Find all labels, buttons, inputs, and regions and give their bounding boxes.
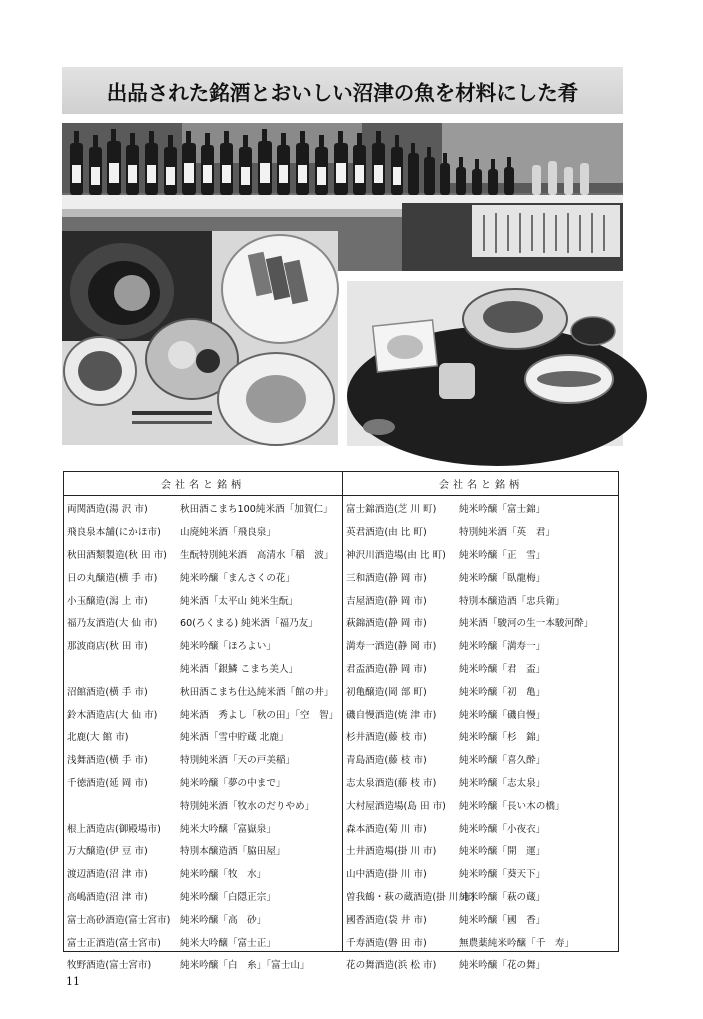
table-row bbox=[343, 816, 619, 839]
table-row bbox=[343, 520, 619, 543]
brand-name: 純米吟醸「富士錦」 bbox=[459, 504, 546, 516]
brand-name: 特別純米酒「牧水のだりやめ」 bbox=[180, 800, 315, 812]
brand-name: 純米吟醸「夢の中まで」 bbox=[180, 777, 286, 789]
company-name: 英君酒造(由 比 町) bbox=[346, 527, 427, 539]
table-row bbox=[343, 953, 619, 976]
brand-name: 純米酒「雪中貯蔵 北鹿」 bbox=[180, 732, 289, 744]
table-row bbox=[64, 543, 342, 566]
company-name: 杉井酒造(藤 枝 市) bbox=[346, 732, 427, 744]
brand-name: 純米酒 秀よし「秋の田」「空 智」 bbox=[180, 709, 339, 721]
company-name: 満寿一酒造(静 岡 市) bbox=[346, 641, 437, 653]
table-row bbox=[343, 839, 619, 862]
left-column-header: 会社名と銘柄 bbox=[64, 472, 342, 496]
company-name: 福乃友酒造(大 仙 市) bbox=[67, 618, 158, 630]
table-row bbox=[64, 793, 342, 816]
company-name: 神沢川酒造場(由 比 町) bbox=[346, 549, 446, 561]
table-row bbox=[343, 565, 619, 588]
company-name: 万大醸造(伊 豆 市) bbox=[67, 846, 148, 858]
company-name: 君盃酒造(静 岡 市) bbox=[346, 663, 427, 675]
table-row bbox=[343, 862, 619, 885]
brand-name: 純米酒「銀鱗 こまち美人」 bbox=[180, 663, 299, 675]
brand-name: 純米大吟醸「富士正」 bbox=[180, 937, 276, 949]
table-row bbox=[343, 930, 619, 953]
table-row bbox=[64, 679, 342, 702]
brand-name: 特別本醸造酒「忠兵衛」 bbox=[459, 595, 565, 607]
table-row bbox=[64, 702, 342, 725]
brand-name: 純米吟醸「高 砂」 bbox=[180, 914, 267, 926]
table-row bbox=[64, 725, 342, 748]
brand-name: 秋田酒こまち100純米酒「加賀仁」 bbox=[180, 504, 333, 516]
page-number: 11 bbox=[66, 975, 80, 988]
table-row bbox=[64, 657, 342, 680]
company-name: 渡辺酒造(沼 津 市) bbox=[67, 869, 148, 881]
company-name: 森本酒造(菊 川 市) bbox=[346, 823, 427, 835]
company-name: 那波商店(秋 田 市) bbox=[67, 641, 148, 653]
brand-name: 純米吟醸「白 糸」「富士山」 bbox=[180, 960, 310, 972]
table-row bbox=[64, 930, 342, 953]
brand-name: 特別本醸造酒「脇田屋」 bbox=[180, 846, 286, 858]
brand-name: 純米酒「太平山 純米生酛」 bbox=[180, 595, 299, 607]
brand-name: 純米吟醸「初 亀」 bbox=[459, 686, 546, 698]
company-name: 牧野酒造(富士宮市) bbox=[67, 960, 152, 972]
brand-name: 純米吟醸「正 雪」 bbox=[459, 549, 546, 561]
company-name: 青島酒造(藤 枝 市) bbox=[346, 755, 427, 767]
brand-name: 特別純米酒「天の戸美稲」 bbox=[180, 755, 296, 767]
table-row bbox=[343, 679, 619, 702]
brand-name: 純米吟醸「まんさくの花」 bbox=[180, 572, 296, 584]
title-banner bbox=[62, 67, 623, 114]
brand-name: 純米吟醸「牧 水」 bbox=[180, 869, 267, 881]
table-row bbox=[64, 953, 342, 976]
brand-name: 60(ろくまる) 純米酒「福乃友」 bbox=[180, 618, 318, 630]
brand-name: 純米吟醸「長い木の橋」 bbox=[459, 800, 565, 812]
company-name: 日の丸醸造(横 手 市) bbox=[67, 572, 158, 584]
company-name: 高嶋酒造(沼 津 市) bbox=[67, 891, 148, 903]
company-name: 吉屋酒造(静 岡 市) bbox=[346, 595, 427, 607]
table-row bbox=[64, 748, 342, 771]
table-row bbox=[343, 771, 619, 794]
table-row bbox=[64, 520, 342, 543]
brand-name: 純米吟醸「小夜衣」 bbox=[459, 823, 546, 835]
table-row bbox=[343, 793, 619, 816]
table-row bbox=[343, 657, 619, 680]
company-name: 千寿酒造(磐 田 市) bbox=[346, 937, 427, 949]
brand-name: 純米吟醸「白隠正宗」 bbox=[180, 891, 276, 903]
table-row bbox=[64, 634, 342, 657]
brand-name: 純米吟醸「萩の蔵」 bbox=[459, 891, 546, 903]
table-row bbox=[64, 588, 342, 611]
brand-name: 特別純米酒「英 君」 bbox=[459, 527, 555, 539]
table-row bbox=[64, 771, 342, 794]
company-name: 飛良泉本舗(にかほ市) bbox=[67, 527, 161, 539]
company-name: 沼館酒造(横 手 市) bbox=[67, 686, 148, 698]
sake-company-table bbox=[63, 471, 619, 972]
brand-name: 山廃純米酒「飛良泉」 bbox=[180, 527, 276, 539]
brand-name: 無農薬純米吟醸「千 寿」 bbox=[459, 937, 575, 949]
page-title: 出品された銘酒とおいしい沼津の魚を材料にした肴 bbox=[106, 80, 579, 105]
company-name: 志太泉酒造(藤 枝 市) bbox=[346, 777, 437, 789]
table-row bbox=[343, 611, 619, 634]
company-name: 國香酒造(袋 井 市) bbox=[346, 914, 427, 926]
brand-name: 秋田酒こまち仕込純米酒「館の井」 bbox=[180, 686, 334, 698]
brand-name: 純米吟醸「喜久酔」 bbox=[459, 755, 546, 767]
company-name: 磯自慢酒造(焼 津 市) bbox=[346, 709, 437, 721]
table-row bbox=[64, 565, 342, 588]
company-name: 土井酒造場(掛 川 市) bbox=[346, 846, 437, 858]
brand-name: 純米吟醸「ほろよい」 bbox=[180, 641, 276, 653]
table-row bbox=[64, 497, 342, 520]
photo-dishes-right bbox=[347, 281, 623, 446]
brand-name: 生酛特別純米酒 高清水「稲 波」 bbox=[180, 549, 334, 561]
table-row bbox=[343, 907, 619, 930]
company-name: 山中酒造(掛 川 市) bbox=[346, 869, 427, 881]
brand-name: 純米吟醸「臥龍梅」 bbox=[459, 572, 546, 584]
brand-name: 純米吟醸「杉 錦」 bbox=[459, 732, 546, 744]
company-name: 富士高砂酒造(富士宮市) bbox=[67, 914, 171, 926]
table-row bbox=[343, 497, 619, 520]
table-left-column bbox=[64, 472, 343, 972]
company-name: 千徳酒造(延 岡 市) bbox=[67, 777, 148, 789]
brand-name: 純米酒「駿河の生一本駿河酔」 bbox=[459, 618, 594, 630]
company-name: 富士錦酒造(芝 川 町) bbox=[346, 504, 437, 516]
table-row bbox=[64, 611, 342, 634]
right-rows bbox=[343, 497, 619, 976]
table-row bbox=[343, 543, 619, 566]
company-name: 鈴木酒造店(大 仙 市) bbox=[67, 709, 158, 721]
fish-dishes-image bbox=[62, 231, 338, 445]
company-name: 両関酒造(湯 沢 市) bbox=[67, 504, 148, 516]
company-name: 根上酒造店(御殿場市) bbox=[67, 823, 161, 835]
brand-name: 純米吟醸「君 盃」 bbox=[459, 663, 546, 675]
grilled-fish-image bbox=[347, 281, 623, 446]
company-name: 萩錦酒造(静 岡 市) bbox=[346, 618, 427, 630]
left-rows bbox=[64, 497, 342, 976]
brand-name: 純米吟醸「志太泉」 bbox=[459, 777, 546, 789]
table-row bbox=[343, 588, 619, 611]
table-row bbox=[343, 748, 619, 771]
company-name: 花の舞酒造(浜 松 市) bbox=[346, 960, 437, 972]
company-name: 曽我鶴・萩の蔵酒造(掛 川 市) bbox=[346, 891, 475, 903]
table-row bbox=[343, 885, 619, 908]
table-row bbox=[64, 839, 342, 862]
brand-name: 純米吟醸「磯自慢」 bbox=[459, 709, 546, 721]
company-name: 秋田酒類製造(秋 田 市) bbox=[67, 549, 167, 561]
right-column-header: 会社名と銘柄 bbox=[343, 472, 619, 496]
brand-name: 純米吟醸「開 運」 bbox=[459, 846, 546, 858]
company-name: 初亀醸造(岡 部 町) bbox=[346, 686, 427, 698]
table-row bbox=[64, 885, 342, 908]
company-name: 小玉醸造(潟 上 市) bbox=[67, 595, 148, 607]
table-row bbox=[64, 862, 342, 885]
table-row bbox=[343, 725, 619, 748]
company-name: 浅舞酒造(横 手 市) bbox=[67, 755, 148, 767]
table-row bbox=[64, 907, 342, 930]
brand-name: 純米大吟醸「富嶽泉」 bbox=[180, 823, 276, 835]
brand-name: 純米吟醸「葵天下」 bbox=[459, 869, 546, 881]
company-name: 北鹿(大 館 市) bbox=[67, 732, 129, 744]
table-row bbox=[343, 702, 619, 725]
brand-name: 純米吟醸「満寿一」 bbox=[459, 641, 546, 653]
table-row bbox=[343, 634, 619, 657]
table-row bbox=[64, 816, 342, 839]
company-name: 大村屋酒造場(島 田 市) bbox=[346, 800, 446, 812]
brand-name: 純米吟醸「國 香」 bbox=[459, 914, 546, 926]
company-name: 三和酒造(静 岡 市) bbox=[346, 572, 427, 584]
photo-dishes-left bbox=[62, 231, 338, 445]
brand-name: 純米吟醸「花の舞」 bbox=[459, 960, 546, 972]
company-name: 富士正酒造(富士宮市) bbox=[67, 937, 161, 949]
table-right-column bbox=[343, 472, 619, 972]
